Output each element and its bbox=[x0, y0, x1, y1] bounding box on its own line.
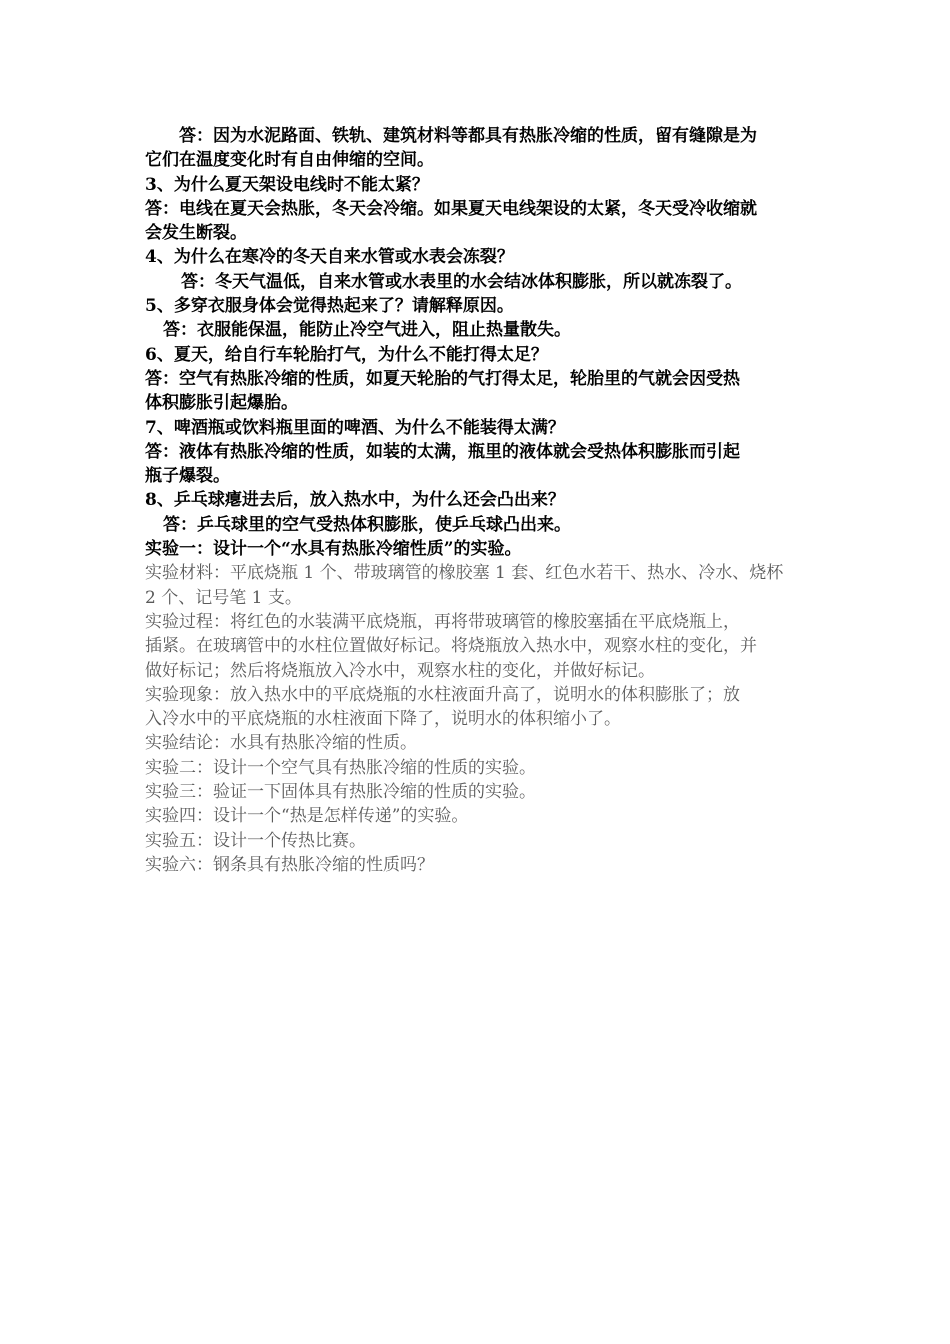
answer-6-line-1: 答：空气有热胀冷缩的性质，如夏天轮胎的气打得太足，轮胎里的气就会因受热 bbox=[145, 368, 740, 389]
experiment-materials-line-1: 实验材料：平底烧瓶 1 个、带玻璃管的橡胶塞 1 套、红色水若干、热水、冷水、烧杯 bbox=[145, 563, 784, 584]
answer-2-line-2: 它们在温度变化时有自由伸缩的空间。 bbox=[145, 150, 434, 171]
document-body bbox=[145, 124, 815, 877]
experiment-conclusion: 实验结论：水具有热胀冷缩的性质。 bbox=[145, 733, 417, 754]
question-8: 8、乒乓球瘪进去后，放入热水中，为什么还会凸出来？ bbox=[145, 490, 565, 511]
answer-3-line-1: 答：电线在夏天会热胀，冬天会冷缩。如果夏天电线架设的太紧，冬天受冷收缩就 bbox=[145, 198, 757, 219]
answer-7-line-2: 瓶子爆裂。 bbox=[145, 466, 230, 487]
question-5: 5、多穿衣服身体会觉得热起来了？请解释原因。 bbox=[145, 296, 514, 317]
experiment-1-title: 实验一：设计一个“水具有热胀冷缩性质”的实验。 bbox=[145, 539, 522, 560]
experiment-3: 实验三：验证一下固体具有热胀冷缩的性质的实验。 bbox=[145, 782, 536, 803]
experiment-phenomenon-line-2: 入冷水中的平底烧瓶的水柱液面下降了，说明水的体积缩小了。 bbox=[145, 709, 621, 730]
answer-4: 答：冬天气温低，自来水管或水表里的水会结冰体积膨胀，所以就冻裂了。 bbox=[181, 271, 742, 292]
answer-7-line-1: 答：液体有热胀冷缩的性质，如装的太满，瓶里的液体就会受热体积膨胀而引起 bbox=[145, 441, 740, 462]
answer-6-line-2: 体积膨胀引起爆胎。 bbox=[145, 393, 298, 414]
experiment-4: 实验四：设计一个“热是怎样传递”的实验。 bbox=[145, 806, 469, 827]
experiment-materials-line-2: 2 个、记号笔 1 支。 bbox=[145, 587, 302, 608]
question-4: 4、为什么在寒冷的冬天自来水管或水表会冻裂？ bbox=[145, 247, 514, 268]
question-3: 3、为什么夏天架设电线时不能太紧？ bbox=[145, 174, 429, 195]
answer-8: 答：乒乓球里的空气受热体积膨胀，使乒乓球凸出来。 bbox=[163, 514, 571, 535]
experiment-phenomenon-line-1: 实验现象：放入热水中的平底烧瓶的水柱液面升高了，说明水的体积膨胀了；放 bbox=[145, 684, 740, 705]
experiment-process-line-2: 插紧。在玻璃管中的水柱位置做好标记。将烧瓶放入热水中，观察水柱的变化，并 bbox=[145, 636, 757, 657]
answer-5: 答：衣服能保温，能防止冷空气进入，阻止热量散失。 bbox=[163, 320, 571, 341]
experiment-process-line-3: 做好标记；然后将烧瓶放入冷水中，观察水柱的变化，并做好标记。 bbox=[145, 660, 655, 681]
question-7: 7、啤酒瓶或饮料瓶里面的啤酒、为什么不能装得太满？ bbox=[145, 417, 565, 438]
experiment-process-line-1: 实验过程：将红色的水装满平底烧瓶，再将带玻璃管的橡胶塞插在平底烧瓶上， bbox=[145, 611, 740, 632]
question-6: 6、夏天，给自行车轮胎打气，为什么不能打得太足？ bbox=[145, 344, 548, 365]
answer-3-line-2: 会发生断裂。 bbox=[145, 223, 247, 244]
experiment-2: 实验二：设计一个空气具有热胀冷缩的性质的实验。 bbox=[145, 757, 536, 778]
experiment-5: 实验五：设计一个传热比赛。 bbox=[145, 830, 366, 851]
answer-2-line-1: 答：因为水泥路面、铁轨、建筑材料等都具有热胀冷缩的性质，留有缝隙是为 bbox=[179, 126, 757, 146]
experiment-6: 实验六：钢条具有热胀冷缩的性质吗？ bbox=[145, 854, 434, 875]
